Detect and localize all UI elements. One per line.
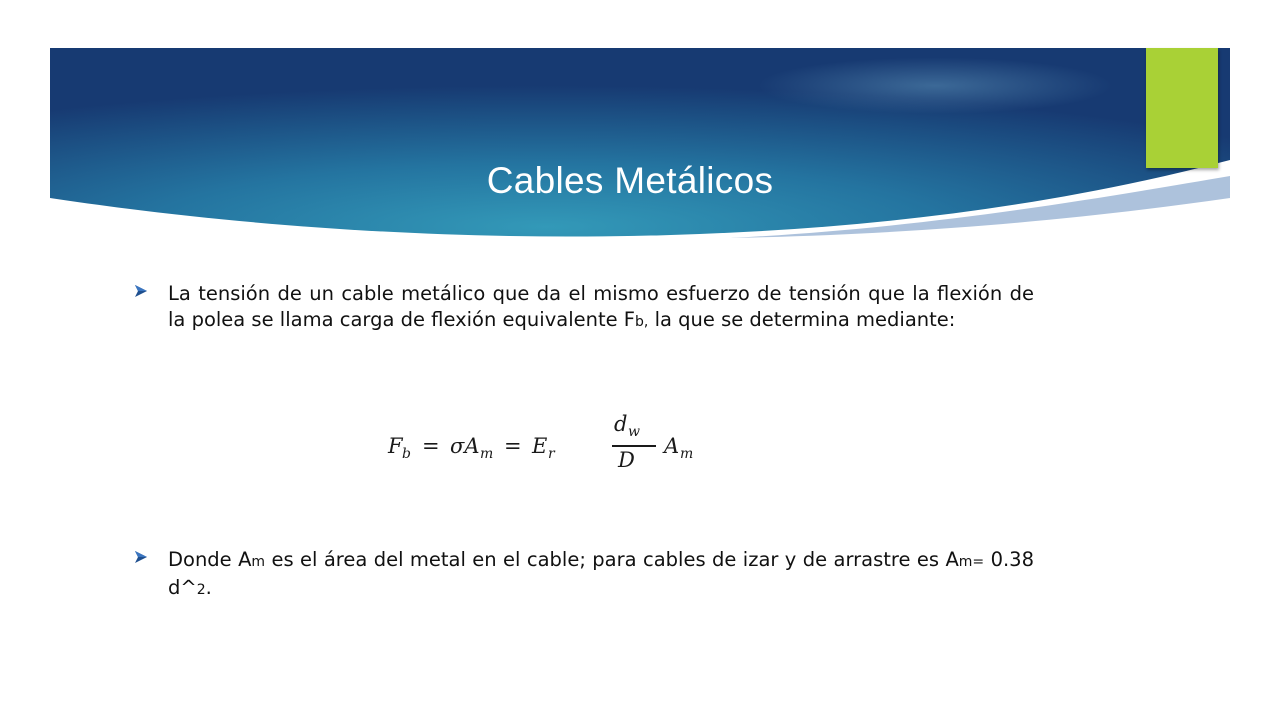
formula-m: m	[680, 446, 694, 462]
formula-A: A	[664, 434, 680, 458]
formula	[388, 414, 708, 474]
banner-background	[50, 48, 1230, 238]
formula-sigmaA: σA	[450, 434, 480, 458]
bullet-item	[134, 547, 1034, 603]
slide-title: Cables Metálicos	[486, 160, 774, 201]
formula-F: F	[388, 434, 403, 458]
arrow-bullet-icon	[134, 281, 168, 335]
formula-eq: =	[422, 434, 440, 458]
formula-m: m	[480, 446, 494, 462]
title-banner	[50, 48, 1230, 238]
formula-D: D	[618, 448, 635, 472]
arrow-bullet-icon	[134, 547, 168, 603]
fraction-bar	[612, 445, 656, 447]
bullet-text: La tensión de un cable metálico que da el mismo esfuerzo de tensión que la flexión de la polea se llama carga de flexión equivalente Fb, la que se determina mediante:	[168, 282, 1034, 331]
accent-tab	[1146, 48, 1218, 168]
formula-E: E	[532, 434, 548, 458]
formula-r: r	[548, 446, 555, 462]
bullet-text: Donde Am es el área del metal en el cable; para cables de izar y de arrastre es Am= 0.38 d^2.	[168, 548, 1034, 599]
bullet-item	[134, 281, 1034, 335]
formula-eq: =	[504, 434, 522, 458]
formula-w: w	[628, 424, 640, 440]
formula-d: d	[614, 412, 628, 436]
formula-b: b	[402, 446, 411, 462]
